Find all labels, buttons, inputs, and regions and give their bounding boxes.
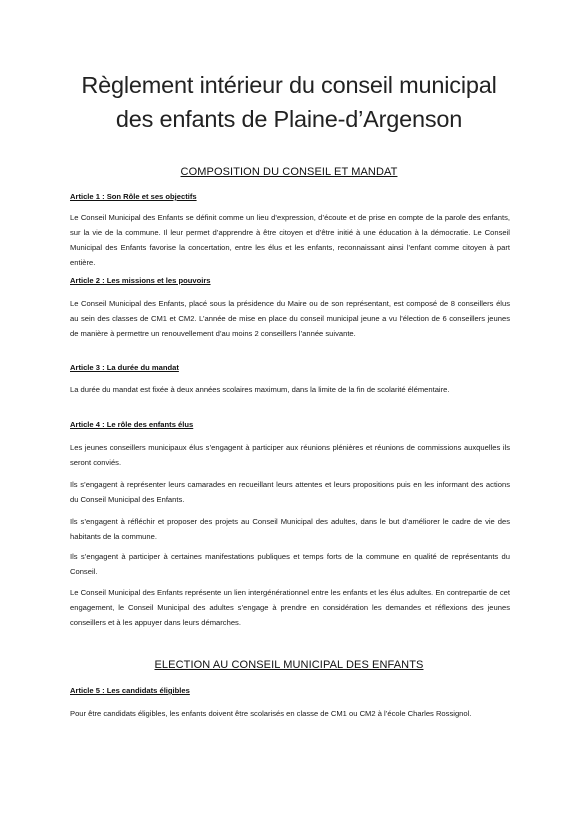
article-4-paragraph-4: Ils s’engagent à participer à certaines manifestations publiques et temps forts de la commune en qualité de représentants du Conseil. — [70, 552, 510, 576]
article-4-paragraph-1: Les jeunes conseillers municipaux élus s’engagent à participer aux réunions plénières et réunions de commissions auxquelles ils seront conviés. — [70, 443, 510, 467]
document-title-line-1: Règlement intérieur du conseil municipal — [81, 72, 497, 98]
article-2-title: Article 2 : Les missions et les pouvoirs — [70, 276, 211, 285]
article-4-paragraph-5: Le Conseil Municipal des Enfants représente un lien intergénérationnel entre les enfants et les élus adultes. En contrepartie de cet engagement, le Conseil Municipal des adultes s’engage à prendre en considération les demandes et réflexions des jeunes conseillers et à les appuyer dans leurs démarches. — [70, 588, 510, 627]
document-title-line-2: des enfants de Plaine-d’Argenson — [115, 106, 463, 132]
article-5-title: Article 5 : Les candidats éligibles — [70, 686, 190, 695]
section-heading-election: ELECTION AU CONSEIL MUNICIPAL DES ENFANTS — [154, 659, 424, 671]
article-1-title: Article 1 : Son Rôle et ses objectifs — [70, 192, 197, 201]
article-1-paragraph: Le Conseil Municipal des Enfants se définit comme un lieu d’expression, d’écoute et de prise en compte de la parole des enfants, sur la vie de la commune. Il leur permet d’apprendre à être citoyen et d’être initié à une éducation à la démocratie. Le Conseil Municipal des Enfants favorise la concertation, entre les élus et les enfants, reconnaissant ainsi l’enfant comme citoyen à part entière. — [70, 213, 510, 267]
article-3-paragraph: La durée du mandat est fixée à deux années scolaires maximum, dans la limite de la fin de scolarité élémentaire. — [70, 385, 450, 394]
article-3-title: Article 3 : La durée du mandat — [70, 363, 179, 372]
article-4-title: Article 4 : Le rôle des enfants élus — [70, 420, 194, 429]
article-5-paragraph: Pour être candidats éligibles, les enfants doivent être scolarisés en classe de CM1 ou CM2 à l’école Charles Rossignol. — [70, 709, 472, 718]
article-4-paragraph-2: Ils s’engagent à représenter leurs camarades en recueillant leurs attentes et leurs propositions puis en les informant des actions du Conseil Municipal des Enfants. — [70, 480, 510, 504]
section-heading-composition: COMPOSITION DU CONSEIL ET MANDAT — [180, 166, 398, 178]
article-2-paragraph: Le Conseil Municipal des Enfants, placé sous la présidence du Maire ou de son représentant, est composé de 8 conseillers élus au sein des classes de CM1 et CM2. L’année de mise en place du conseil municipal jeune a vu l’élection de 6 conseillers jeunes de manière à permettre un renouvellement d’au moins 2 conseillers l’année suivante. — [70, 299, 510, 338]
article-4-paragraph-3: Ils s’engagent à réfléchir et proposer des projets au Conseil Municipal des adultes, dans le but d’améliorer le cadre de vie des habitants de la commune. — [70, 517, 510, 541]
